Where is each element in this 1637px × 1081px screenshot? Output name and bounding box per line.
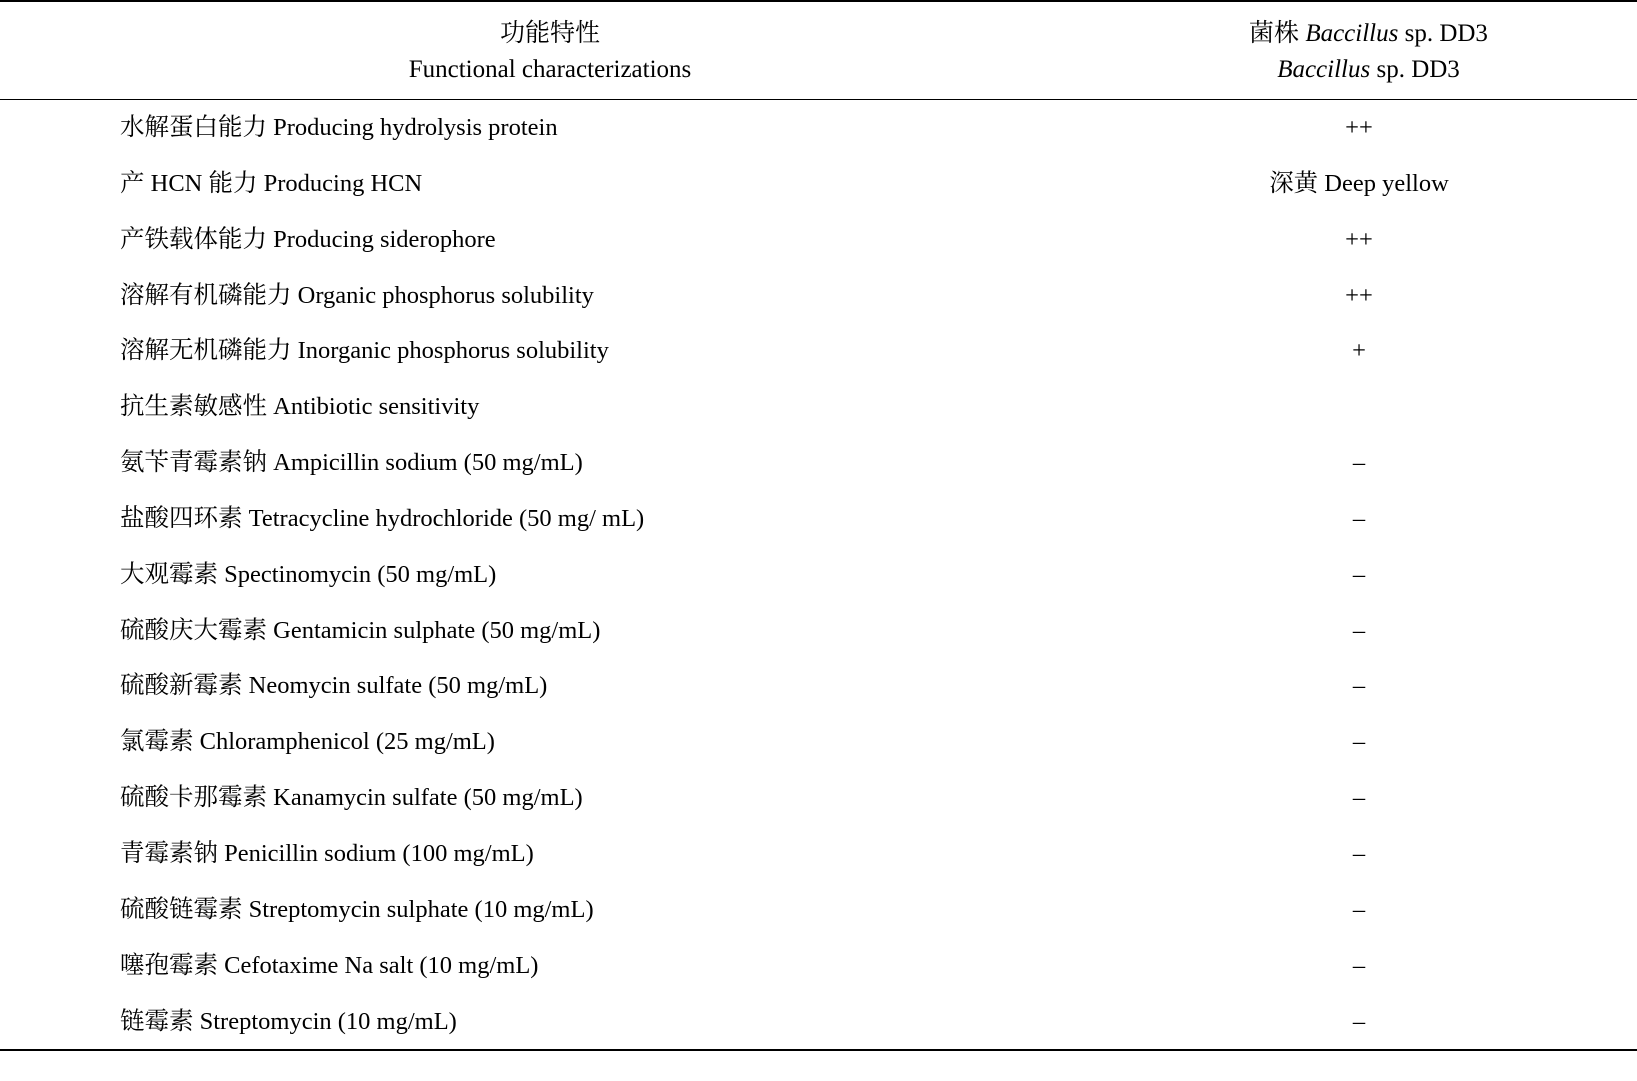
table-row <box>0 100 1637 156</box>
strain-zh-suffix: sp. DD3 <box>1398 20 1488 47</box>
table-row <box>0 212 1637 268</box>
table-row <box>0 156 1637 212</box>
row-label: 溶解有机磷能力 Organic phosphorus solubility <box>120 281 594 309</box>
column-header-functional-characterizations <box>0 1 1100 100</box>
row-value: – <box>1352 951 1366 979</box>
row-label: 溶解无机磷能力 Inorganic phosphorus solubility <box>120 337 609 365</box>
strain-en-genus: Baccillus <box>1277 55 1371 83</box>
table-row <box>0 882 1637 938</box>
row-label: 青霉素钠 Penicillin sodium (100 mg/mL) <box>120 839 534 867</box>
table-row <box>0 938 1637 994</box>
row-value: – <box>1352 560 1366 588</box>
row-value: ++ <box>1345 281 1373 309</box>
row-label: 水解蛋白能力 Producing hydrolysis protein <box>120 114 558 141</box>
row-label: 硫酸链霉素 Streptomycin sulphate (10 mg/mL) <box>120 895 594 923</box>
strain-zh-genus: Baccillus <box>1305 20 1399 47</box>
table-row <box>0 770 1637 826</box>
row-label: 链霉素 Streptomycin (10 mg/mL) <box>0 994 1100 1051</box>
row-label: 硫酸新霉素 Neomycin sulfate (50 mg/mL) <box>120 672 548 700</box>
row-value: – <box>1100 994 1637 1051</box>
table-body <box>0 100 1637 1051</box>
table-row <box>0 658 1637 714</box>
row-value: – <box>1352 672 1366 700</box>
table-row <box>0 435 1637 491</box>
row-value: ++ <box>1345 114 1373 141</box>
row-label: 盐酸四环素 Tetracycline hydrochloride (50 mg/ mL) <box>120 504 645 532</box>
strain-en-suffix: sp. DD3 <box>1370 55 1460 83</box>
table-row <box>0 323 1637 379</box>
row-label: 硫酸庆大霉素 Gentamicin sulphate (50 mg/mL) <box>120 616 601 644</box>
row-value: 深黄 Deep yellow <box>1269 169 1449 197</box>
row-value: – <box>1352 839 1366 867</box>
row-label: 噻孢霉素 Cefotaxime Na salt (10 mg/mL) <box>120 951 539 979</box>
row-label: 氨苄青霉素钠 Ampicillin sodium (50 mg/mL) <box>120 449 583 477</box>
table-row <box>0 379 1637 435</box>
table-row <box>0 547 1637 603</box>
row-value: + <box>1352 337 1366 365</box>
row-value: – <box>1352 895 1366 923</box>
table-row <box>0 491 1637 547</box>
table-row <box>0 714 1637 770</box>
row-label: 硫酸卡那霉素 Kanamycin sulfate (50 mg/mL) <box>120 784 583 812</box>
table-row <box>0 268 1637 324</box>
row-label: 大观霉素 Spectinomycin (50 mg/mL) <box>120 560 497 588</box>
row-label: 产铁载体能力 Producing siderophore <box>120 225 496 253</box>
table-row <box>0 994 1637 1051</box>
column-header-strain-en <box>1100 52 1637 88</box>
row-label: 抗生素敏感性 Antibiotic sensitivity <box>120 393 480 421</box>
row-label: 产 HCN 能力 Producing HCN <box>120 169 423 197</box>
row-value: – <box>1352 728 1366 756</box>
column-header-strain <box>1100 1 1637 100</box>
table-row <box>0 826 1637 882</box>
table-header <box>0 1 1637 100</box>
row-value: – <box>1352 504 1366 532</box>
row-value <box>1100 379 1637 435</box>
row-label: 氯霉素 Chloramphenicol (25 mg/mL) <box>120 728 495 756</box>
column-header-strain-zh <box>1100 16 1637 52</box>
row-value: – <box>1352 616 1366 644</box>
row-value: – <box>1352 449 1366 477</box>
row-value: – <box>1352 784 1366 812</box>
row-value: ++ <box>1345 225 1373 253</box>
column-header-label-en: Functional characterizations <box>408 55 692 83</box>
table-row <box>0 603 1637 659</box>
strain-zh-prefix: 菌株 <box>1249 20 1306 47</box>
column-header-label-zh: 功能特性 <box>499 20 600 47</box>
